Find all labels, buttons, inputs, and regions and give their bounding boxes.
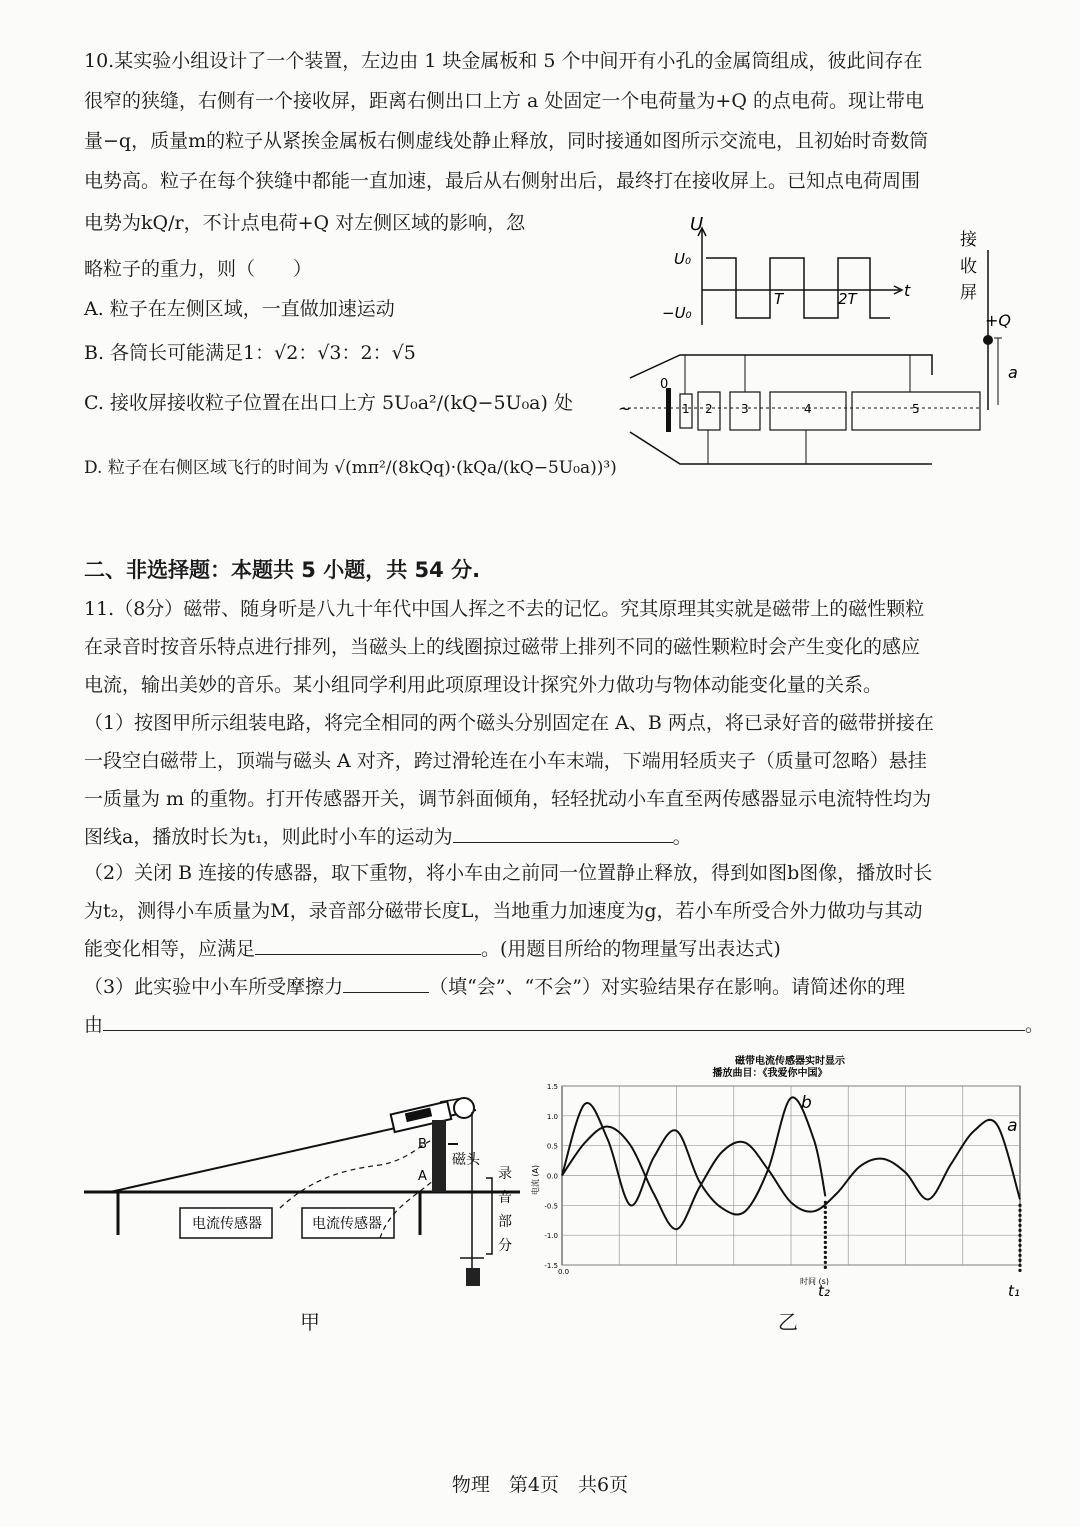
- end-dot-b: [824, 1256, 827, 1259]
- pulley: [454, 1098, 474, 1118]
- plate-label: 0: [660, 377, 669, 392]
- end-dot-a: [1018, 1259, 1021, 1262]
- end-dot-a: [1018, 1244, 1021, 1247]
- x-origin-label: 0.0: [558, 1268, 570, 1276]
- tick-t-label: T: [774, 290, 784, 308]
- q10-line: 量−q，质量m的粒子从紧挨金属板右侧虚线处静止释放，同时接通如图所示交流电，且初始时奇数筒: [84, 130, 929, 152]
- point-a-label: A: [418, 1169, 427, 1184]
- end-dot-b: [824, 1226, 827, 1229]
- q10-option-a: A. 粒子在左侧区域，一直做加速运动: [84, 298, 395, 320]
- record-label: 音: [498, 1190, 512, 1206]
- end-dot-b: [824, 1206, 827, 1209]
- q11-line: （2）关闭 B 连接的传感器，取下重物，将小车由之前同一位置静止释放，得到如图b图像，播放时长: [84, 862, 933, 884]
- charge-label: +Q: [985, 311, 1011, 330]
- end-dot-a: [1018, 1269, 1021, 1272]
- y-tick-label: -0.5: [544, 1202, 558, 1211]
- q10-line: 10.某实验小组设计了一个装置，左边由 1 块金属板和 5 个中间开有小孔的金属筒组成，彼此间存在: [84, 50, 923, 72]
- ac-label: ~: [618, 399, 632, 418]
- x-axis-label: 时间 (s): [800, 1277, 829, 1286]
- end-dot-b: [824, 1266, 827, 1269]
- svg-text:电流传感器: 电流传感器: [312, 1216, 382, 1232]
- q11-line: 图线a，播放时长为t₁，则此时小车的运动为 。: [84, 822, 692, 850]
- figure-yi-caption: 乙: [778, 1310, 798, 1334]
- q11-line: （1）按图甲所示组装电路，将完全相同的两个磁头分别固定在 A、B 两点，将已录好音的磁带拼接在: [84, 712, 934, 734]
- end-dot-b: [824, 1216, 827, 1219]
- record-label: 部: [498, 1214, 512, 1230]
- q11-line: 11.（8分）磁带、随身听是八九十年代中国人挥之不去的记忆。究其原理其实就是磁带上的磁性颗粒: [84, 598, 925, 620]
- pillar: [432, 1120, 446, 1192]
- end-dot-a: [1018, 1239, 1021, 1242]
- series-label-b: b: [801, 1092, 812, 1113]
- figure-yi-chart: [530, 1050, 1050, 1310]
- y-tick-label: 1.5: [546, 1083, 558, 1091]
- end-dot-a: [1018, 1214, 1021, 1217]
- end-label-t1: t₁: [1008, 1282, 1020, 1300]
- end-dot-b: [824, 1261, 827, 1264]
- end-dot-a: [1018, 1204, 1021, 1207]
- q11-line: （3）此实验中小车所受摩擦力 （填“会”、“不会”）对实验结果存在影响。请简述你的理: [84, 972, 905, 1000]
- end-dot-b: [824, 1231, 827, 1234]
- q11-line: 在录音时按音乐特点进行排列，当磁头上的线圈掠过磁带上排列不同的磁性颗粒时会产生变化的感应: [84, 636, 921, 658]
- svg-text:5: 5: [912, 402, 920, 416]
- point-b-label: B: [418, 1137, 427, 1152]
- end-dot-a: [1018, 1219, 1021, 1222]
- q11-line: 一质量为 m 的重物。打开传感器开关，调节斜面倾角，轻轻扰动小车直至两传感器显示电流特性均为: [84, 788, 932, 810]
- q11-line: 电流，输出美妙的音乐。某小组同学利用此项原理设计探究外力做功与物体动能变化量的关系。: [84, 674, 883, 696]
- end-dot-b: [824, 1241, 827, 1244]
- end-dot-b: [824, 1236, 827, 1239]
- chart-subtitle: 播放曲目：《我爱你中国》: [712, 1068, 828, 1079]
- svg-text:2: 2: [705, 402, 713, 416]
- end-dot-a: [1018, 1229, 1021, 1232]
- y-tick-label: -1.5: [544, 1262, 558, 1270]
- metal-plate: [666, 388, 671, 432]
- end-dot-b: [824, 1251, 827, 1254]
- y-tick-label: 1.0: [546, 1112, 558, 1121]
- q10-line: 略粒子的重力，则（ ）: [84, 258, 313, 280]
- figure-jia: [80, 1080, 520, 1320]
- svg-text:1: 1: [682, 402, 690, 416]
- charge-dot: [983, 335, 993, 345]
- end-label-t2: t₂: [818, 1282, 830, 1300]
- q11-line: 为t₂，测得小车质量为M，录音部分磁带长度L，当地重力加速度为g，若小车所受合外力做功与其动: [84, 900, 923, 922]
- distance-label: a: [1008, 363, 1018, 382]
- y-tick-label: 0.5: [546, 1142, 558, 1151]
- end-dot-b: [824, 1211, 827, 1214]
- end-dot-a: [1018, 1209, 1021, 1212]
- screen-label-char: 屏: [960, 283, 977, 303]
- screen-label-1: 接: [960, 230, 977, 250]
- u0-label: U₀: [674, 250, 691, 268]
- q10-option-d: D. 粒子在右侧区域飞行的时间为 √(mπ²/(8kQq)·(kQa/(kQ−5U₀a))³): [84, 458, 617, 478]
- y-tick-label: 0.0: [546, 1172, 558, 1181]
- y-axis-label: 电流 (A): [531, 1164, 540, 1196]
- answer-blank-1[interactable]: [453, 822, 673, 843]
- answer-blank-2[interactable]: [255, 934, 481, 955]
- q10-line: 电势高。粒子在每个狭缝中都能一直加速，最后从右侧射出后，最终打在接收屏上。已知点电荷周围: [84, 170, 921, 192]
- end-dot-b: [824, 1246, 827, 1249]
- end-dot-b: [824, 1201, 827, 1204]
- svg-text:4: 4: [804, 402, 812, 416]
- record-label: 录: [498, 1166, 512, 1182]
- q10-figure: [610, 210, 1050, 480]
- q11-line: 能变化相等，应满足 。(用题目所给的物理量写出表达式): [84, 934, 781, 962]
- head-label: 磁头: [452, 1152, 480, 1168]
- end-dot-a: [1018, 1264, 1021, 1267]
- record-label: 分: [498, 1238, 512, 1254]
- screen-label-char: 收: [960, 257, 977, 277]
- square-wave: [706, 258, 890, 318]
- q10-line: 很窄的狭缝，右侧有一个接收屏，距离右侧出口上方 a 处固定一个电荷量为+Q 的点电荷。现让带电: [84, 90, 924, 112]
- end-dot-a: [1018, 1234, 1021, 1237]
- q10-line: 电势为kQ/r，不计点电荷+Q 对左侧区域的影响，忽: [84, 212, 526, 234]
- end-dot-a: [1018, 1224, 1021, 1227]
- hanging-weight: [466, 1268, 480, 1286]
- page-footer: 物理 第4页 共6页: [451, 1474, 629, 1496]
- q11-line: 由 。: [84, 1010, 1044, 1038]
- end-dot-b: [824, 1221, 827, 1224]
- q10-option-b: B. 各筒长可能满足1：√2：√3：2：√5: [84, 342, 416, 364]
- end-dot-a: [1018, 1254, 1021, 1257]
- section-heading: 二、非选择题：本题共 5 小题，共 54 分.: [84, 558, 481, 582]
- figure-jia-caption: 甲: [300, 1310, 320, 1334]
- end-dot-a: [1018, 1249, 1021, 1252]
- svg-text:电流传感器: 电流传感器: [192, 1216, 262, 1232]
- answer-blank-3[interactable]: [343, 972, 429, 993]
- axis-u-label: U: [690, 214, 704, 235]
- answer-blank-4[interactable]: [103, 1010, 1025, 1031]
- q11-line: 一段空白磁带上，顶端与磁头 A 对齐，跨过滑轮连在小车末端，下端用轻质夹子（质量可忽略）悬挂: [84, 750, 927, 772]
- y-tick-label: -1.0: [544, 1232, 558, 1241]
- neg-u0-label: −U₀: [662, 304, 692, 322]
- series-label-a: a: [1007, 1115, 1018, 1136]
- tick-2t-label: 2T: [838, 290, 857, 308]
- q10-option-c: C. 接收屏接收粒子位置在出口上方 5U₀a²/(kQ−5U₀a) 处: [84, 392, 573, 414]
- svg-text:3: 3: [741, 402, 749, 416]
- axis-t-label: t: [904, 281, 911, 300]
- chart-title: 磁带电流传感器实时显示: [735, 1056, 845, 1067]
